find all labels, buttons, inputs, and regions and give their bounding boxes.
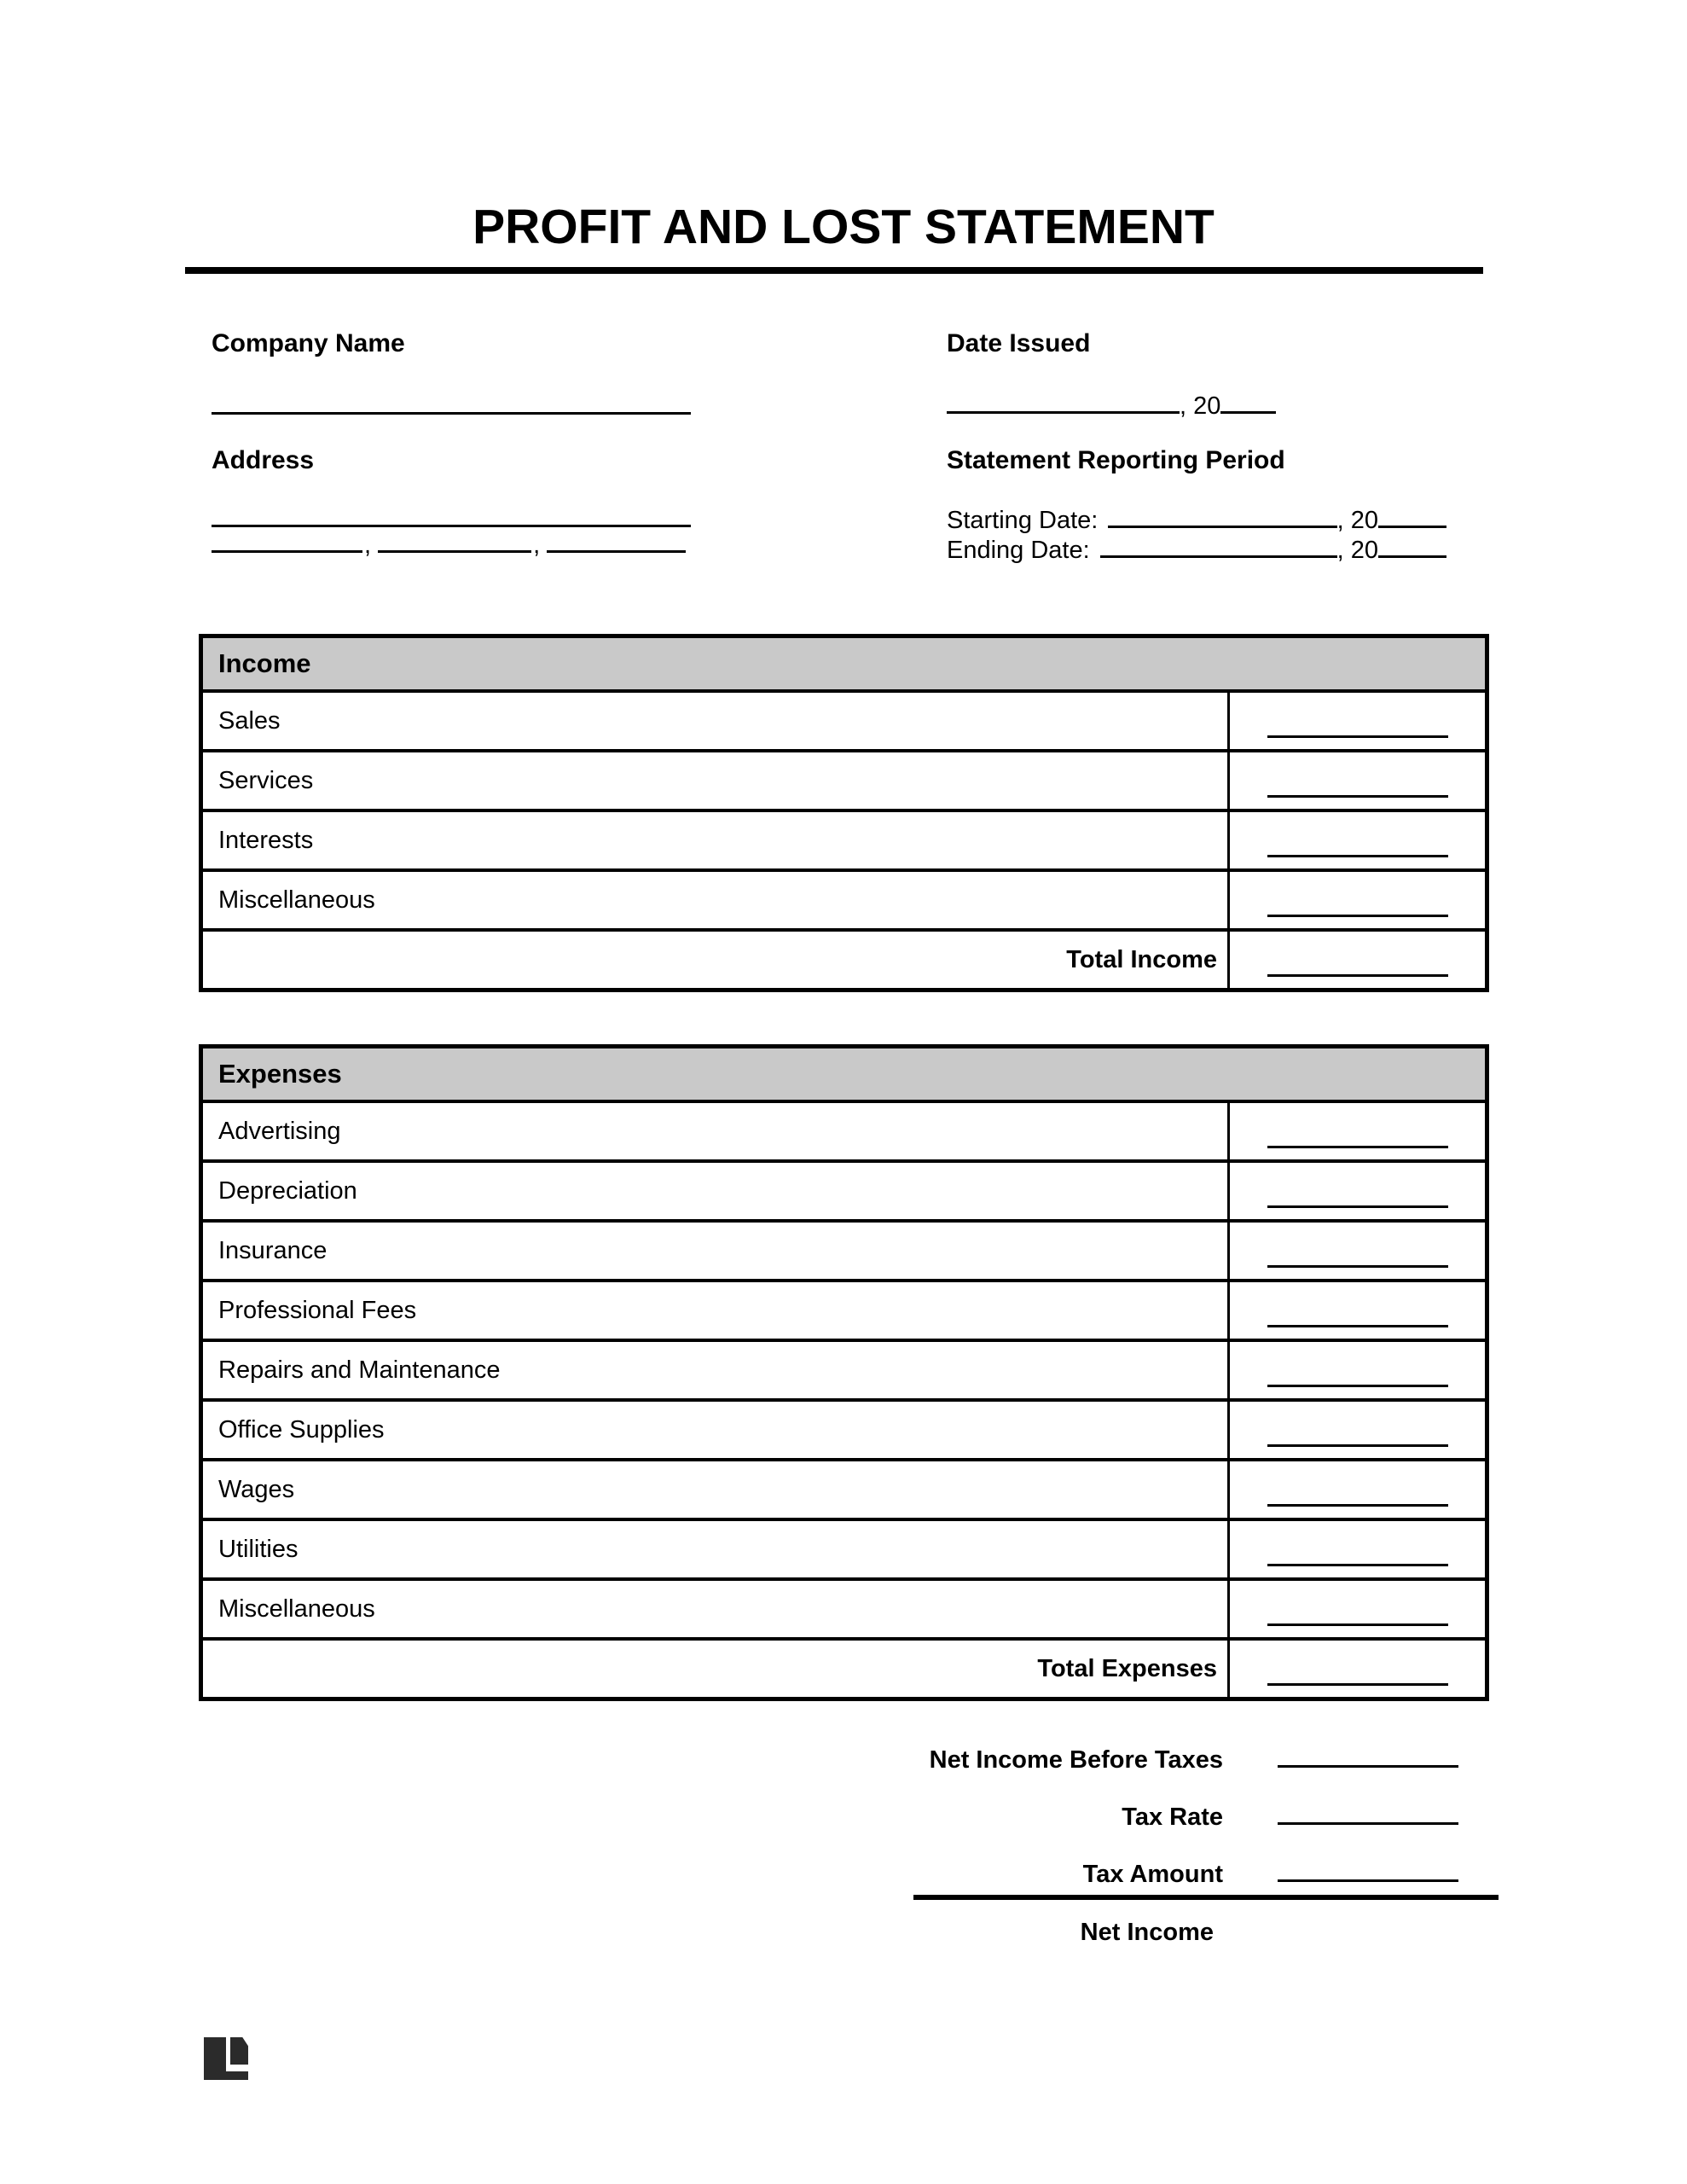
income-section-label: Income	[218, 648, 311, 678]
ending-date-year-line[interactable]	[1378, 552, 1446, 558]
company-name-line[interactable]	[212, 412, 691, 415]
summary-label: Tax Amount	[1082, 1861, 1223, 1888]
logo-bottom-bar	[204, 2071, 248, 2080]
amount-blank-line[interactable]	[1267, 1564, 1448, 1566]
row-label: Sales	[203, 693, 1230, 749]
tax-summary	[768, 1745, 1458, 1917]
row-label: Wages	[203, 1461, 1230, 1518]
expenses-rows	[203, 1103, 1485, 1641]
net-income-label: Net Income	[1080, 1919, 1214, 1946]
row-label: Miscellaneous	[203, 872, 1230, 928]
amount-blank-line[interactable]	[1267, 1325, 1448, 1327]
ending-date-label: Ending Date:	[947, 537, 1090, 564]
row-label: Insurance	[203, 1223, 1230, 1279]
summary-blank-line[interactable]	[1278, 1819, 1458, 1825]
expenses-total-label: Total Expenses	[203, 1641, 1230, 1697]
table-row	[203, 872, 1485, 932]
comma-separator: ,	[533, 531, 541, 559]
income-total-label: Total Income	[203, 932, 1230, 988]
starting-date-line[interactable]	[1108, 522, 1336, 528]
comma-separator: ,	[364, 531, 372, 559]
row-label: Miscellaneous	[203, 1581, 1230, 1637]
legal-templates-logo-icon	[204, 2037, 248, 2080]
summary-label: Net Income Before Taxes	[929, 1746, 1223, 1774]
address-city-line[interactable]	[212, 547, 362, 553]
title-divider	[185, 267, 1483, 274]
address-zip-line[interactable]	[547, 547, 686, 553]
date-issued-label: Date Issued	[947, 329, 1091, 357]
address-street-line[interactable]	[212, 525, 691, 527]
summary-row	[768, 1803, 1458, 1832]
expenses-section-label: Expenses	[218, 1059, 342, 1089]
table-row	[203, 1461, 1485, 1521]
reporting-period-label: Statement Reporting Period	[947, 446, 1285, 474]
amount-blank-line[interactable]	[1267, 855, 1448, 857]
amount-blank-line[interactable]	[1267, 1205, 1448, 1208]
amount-cell[interactable]	[1230, 693, 1485, 749]
amount-blank-line[interactable]	[1267, 1444, 1448, 1447]
company-name-label: Company Name	[212, 329, 405, 357]
amount-cell[interactable]	[1230, 1461, 1485, 1518]
summary-label: Tax Rate	[1122, 1804, 1223, 1831]
amount-cell[interactable]	[1230, 1223, 1485, 1279]
date-issued-year-line[interactable]	[1220, 408, 1276, 414]
table-row	[203, 1282, 1485, 1342]
amount-cell[interactable]	[1230, 752, 1485, 809]
amount-blank-line[interactable]	[1267, 1385, 1448, 1387]
amount-blank-line[interactable]	[1267, 1265, 1448, 1268]
row-label: Advertising	[203, 1103, 1230, 1159]
summary-row	[768, 1745, 1458, 1774]
row-label: Interests	[203, 812, 1230, 868]
amount-blank-line[interactable]	[1267, 1683, 1448, 1686]
table-row	[203, 693, 1485, 752]
amount-blank-line[interactable]	[1267, 1623, 1448, 1626]
date-issued-line[interactable]	[947, 408, 1180, 414]
amount-cell[interactable]	[1230, 1282, 1485, 1339]
expenses-total-amount-cell[interactable]	[1230, 1641, 1485, 1697]
year-prefix: , 20	[1180, 392, 1221, 420]
amount-cell[interactable]	[1230, 1342, 1485, 1398]
income-rows	[203, 693, 1485, 932]
starting-date-label: Starting Date:	[947, 507, 1099, 534]
ending-date-line[interactable]	[1100, 552, 1337, 558]
page-title: PROFIT AND LOST STATEMENT	[472, 200, 1215, 254]
amount-blank-line[interactable]	[1267, 974, 1448, 977]
table-row	[203, 1163, 1485, 1223]
row-label: Office Supplies	[203, 1402, 1230, 1458]
table-row	[203, 812, 1485, 872]
income-total-amount-cell[interactable]	[1230, 932, 1485, 988]
table-row	[203, 1223, 1485, 1282]
starting-date-year-line[interactable]	[1378, 522, 1446, 528]
amount-blank-line[interactable]	[1267, 735, 1448, 738]
address-city-state-zip-row	[212, 531, 686, 560]
amount-cell[interactable]	[1230, 1163, 1485, 1219]
logo-document-shape	[230, 2037, 248, 2065]
address-label: Address	[212, 446, 315, 474]
table-row	[203, 1342, 1485, 1402]
amount-cell[interactable]	[1230, 1402, 1485, 1458]
table-row	[203, 1581, 1485, 1641]
table-row	[203, 1402, 1485, 1461]
expenses-section-header	[203, 1048, 1485, 1103]
row-label: Professional Fees	[203, 1282, 1230, 1339]
amount-cell[interactable]	[1230, 872, 1485, 928]
table-row	[203, 1103, 1485, 1163]
summary-blank-line[interactable]	[1278, 1876, 1458, 1882]
row-label: Depreciation	[203, 1163, 1230, 1219]
row-label: Repairs and Maintenance	[203, 1342, 1230, 1398]
table-row	[203, 1521, 1485, 1581]
amount-cell[interactable]	[1230, 1521, 1485, 1577]
amount-blank-line[interactable]	[1267, 1504, 1448, 1507]
amount-cell[interactable]	[1230, 1581, 1485, 1637]
table-row	[203, 752, 1485, 812]
income-table	[199, 634, 1489, 992]
address-state-line[interactable]	[378, 547, 531, 553]
ending-date-row	[947, 536, 1446, 565]
expenses-total-row	[203, 1641, 1485, 1697]
amount-blank-line[interactable]	[1267, 915, 1448, 917]
amount-cell[interactable]	[1230, 1103, 1485, 1159]
date-issued-row	[947, 392, 1276, 421]
row-label: Services	[203, 752, 1230, 809]
summary-row	[768, 1860, 1458, 1889]
expenses-table	[199, 1044, 1489, 1701]
year-prefix: , 20	[1336, 537, 1378, 564]
summary-blank-line[interactable]	[1278, 1762, 1458, 1768]
income-total-row	[203, 932, 1485, 988]
amount-blank-line[interactable]	[1267, 795, 1448, 798]
amount-blank-line[interactable]	[1267, 1146, 1448, 1148]
income-section-header	[203, 638, 1485, 693]
net-income-rule	[913, 1895, 1499, 1900]
row-label: Utilities	[203, 1521, 1230, 1577]
year-prefix: , 20	[1336, 507, 1378, 534]
starting-date-row	[947, 506, 1446, 535]
amount-cell[interactable]	[1230, 812, 1485, 868]
